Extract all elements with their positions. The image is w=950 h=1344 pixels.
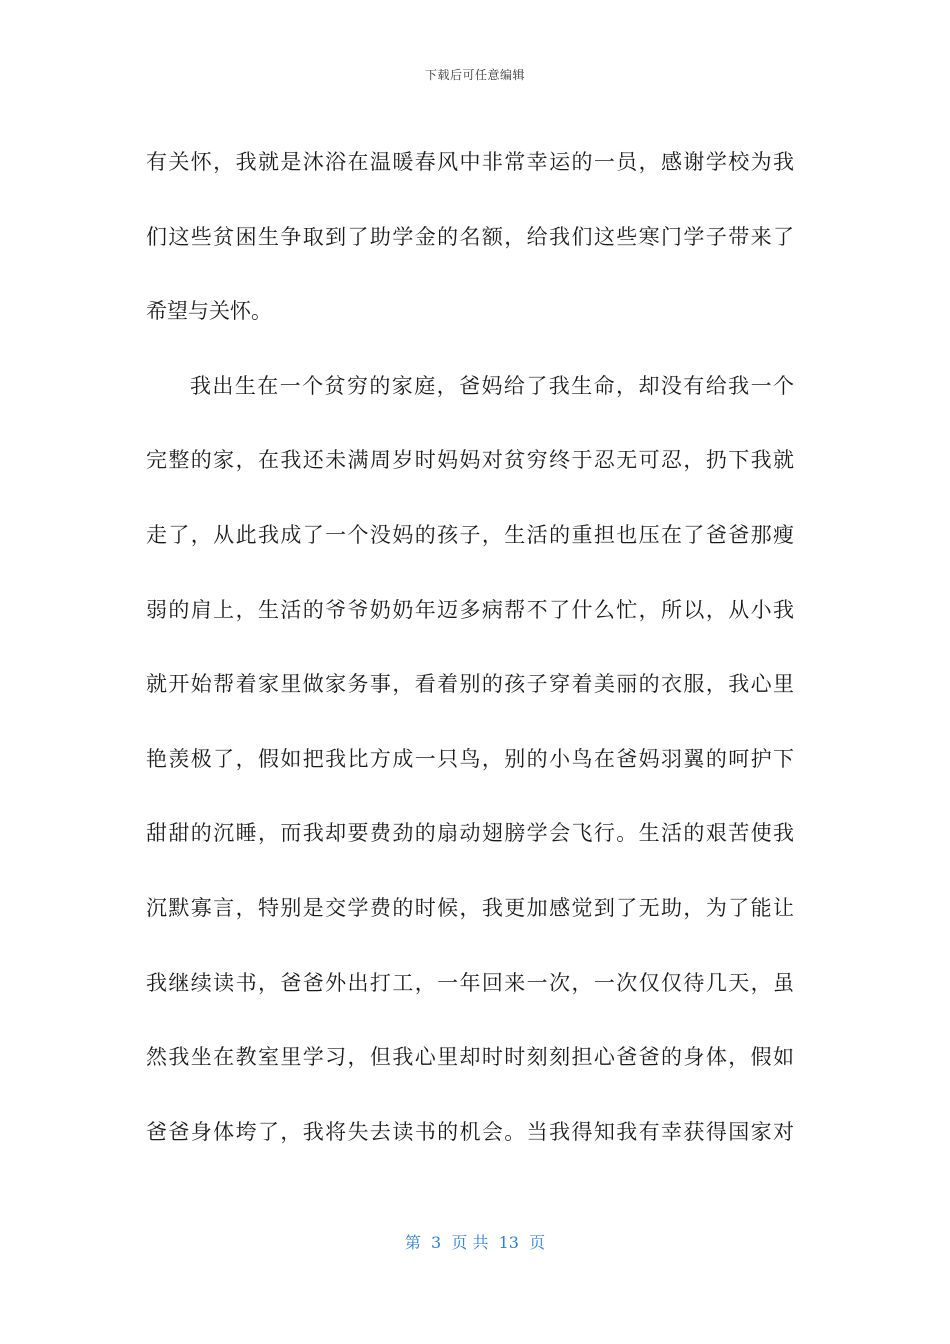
text-line: 甜甜的沉睡，而我却要费劲的扇动翅膀学会飞行。生活的艰苦使我 xyxy=(146,821,794,846)
text-line: 们这些贫困生争取到了助学金的名额，给我们这些寒门学子带来了 xyxy=(146,224,794,249)
text-line: 完整的家，在我还未满周岁时妈妈对贫穷终于忍无可忍，扔下我就 xyxy=(146,448,794,473)
text-line: 沉默寡言，特别是交学费的时候，我更加感觉到了无助，为了能让 xyxy=(146,895,794,920)
text-line: 有关怀，我就是沐浴在温暖春风中非常幸运的一员，感谢学校为我 xyxy=(146,150,794,174)
text-line: 然我坐在教室里学习，但我心里却时时刻刻担心爸爸的身体，假如 xyxy=(146,1045,794,1070)
text-line: 爸爸身体垮了，我将失去读书的机会。当我得知我有幸获得国家对 xyxy=(146,1119,794,1144)
page-header: 下载后可任意编辑 xyxy=(424,68,525,82)
text-line: 就开始帮着家里做家务事，看着别的孩子穿着美丽的衣服，我心里 xyxy=(146,672,794,697)
document-body xyxy=(146,125,794,1169)
text-line: 艳羡极了，假如把我比方成一只鸟，别的小鸟在爸妈羽翼的呵护下 xyxy=(146,746,794,771)
text-line: 我继续读书，爸爸外出打工，一年回来一次，一次仅仅待几天，虽 xyxy=(146,970,794,995)
text-line: 希望与关怀。 xyxy=(146,299,272,324)
text-line: 走了，从此我成了一个没妈的孩子，生活的重担也压在了爸爸那瘦 xyxy=(146,522,794,547)
paragraph-start-line: 我出生在一个贫穷的家庭，爸妈给了我生命，却没有给我一个 xyxy=(190,373,794,398)
text-line: 弱的肩上，生活的爷爷奶奶年迈多病帮不了什么忙，所以，从小我 xyxy=(146,597,794,622)
page-number-footer: 第 3 页 共 13 页 xyxy=(404,1233,546,1252)
